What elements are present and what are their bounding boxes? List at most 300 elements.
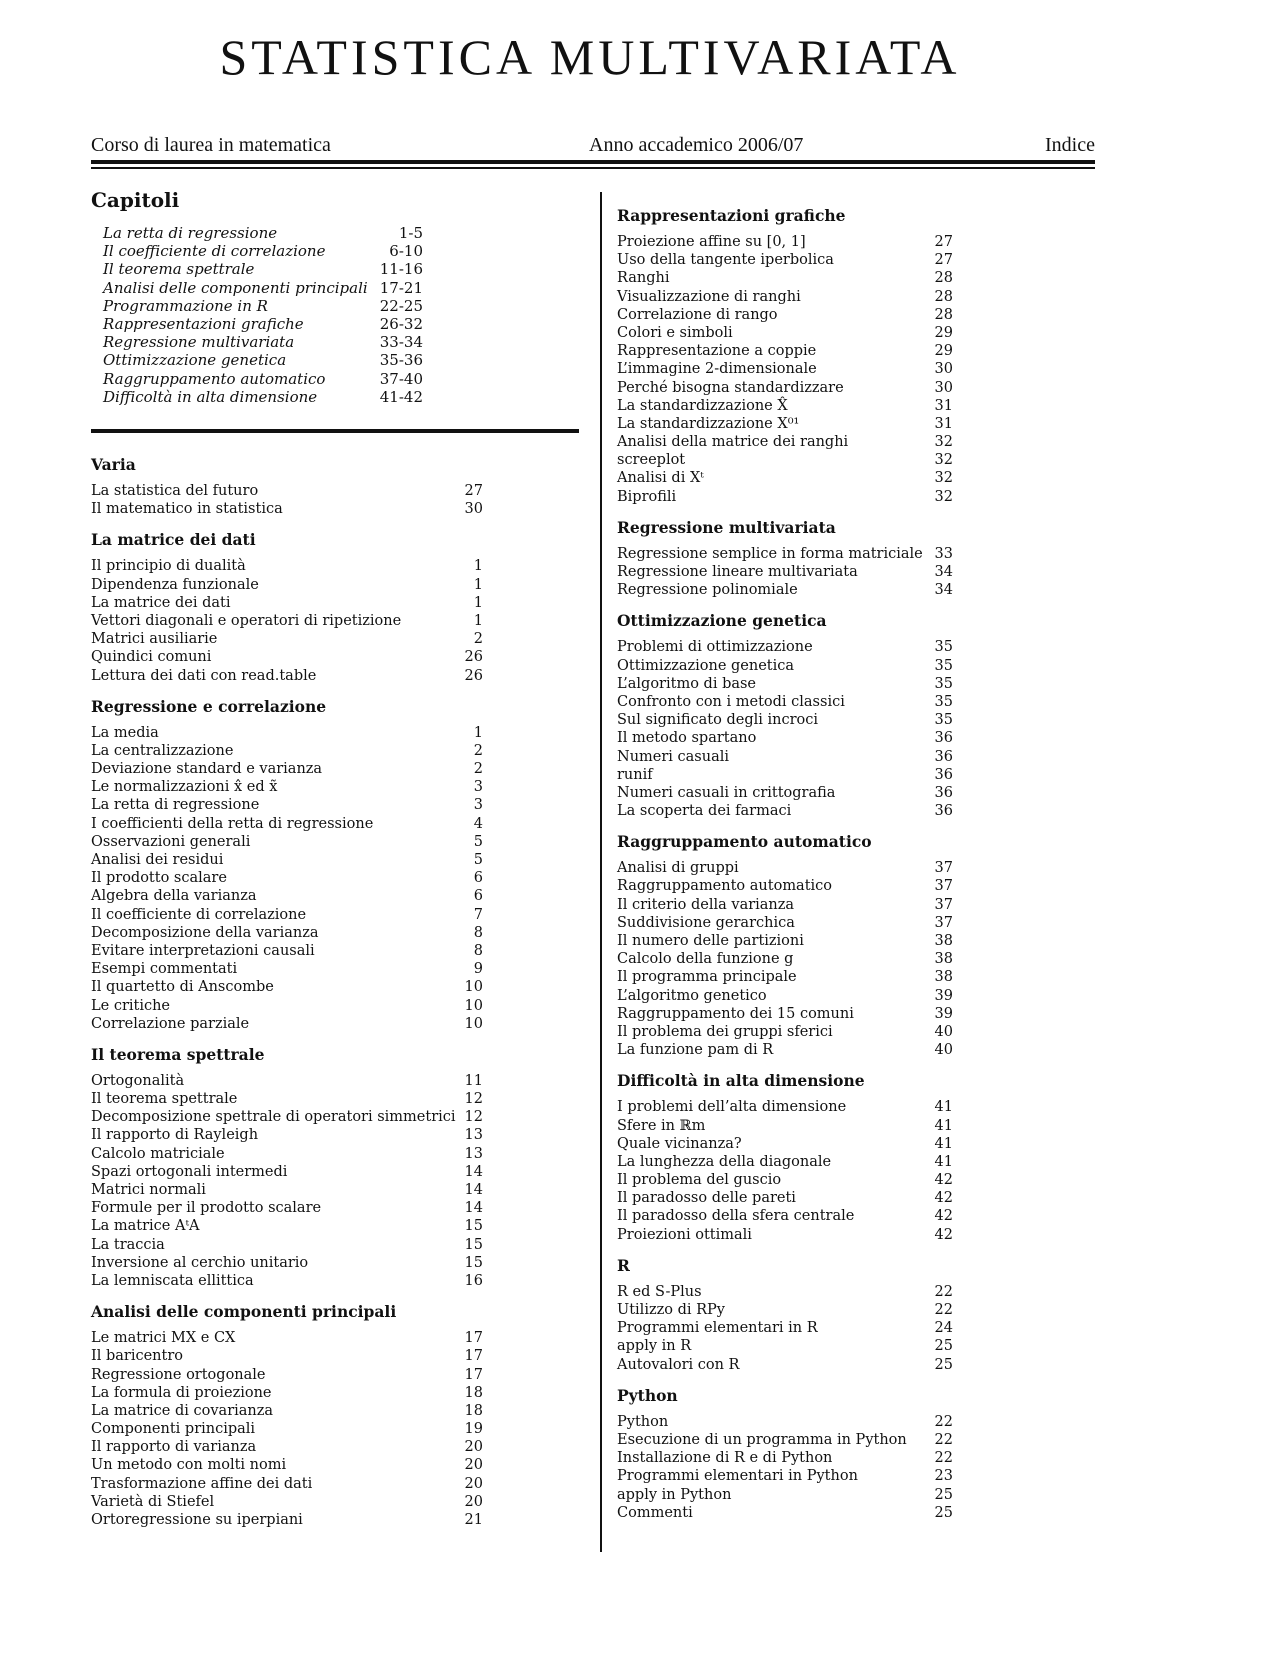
index-entry[interactable] xyxy=(617,433,953,451)
index-entry[interactable] xyxy=(617,342,953,360)
entry-title: L’immagine 2-dimensionale xyxy=(617,361,817,378)
entry-page: 4 xyxy=(473,815,483,832)
entry-page: 22 xyxy=(934,1450,953,1467)
entry-page: 17 xyxy=(464,1366,483,1383)
entry-title: L’algoritmo genetico xyxy=(617,987,767,1004)
entry-page: 22 xyxy=(934,1283,953,1300)
entry-title: R ed S-Plus xyxy=(617,1283,702,1300)
entry-page: 35 xyxy=(934,712,953,729)
entry-title: La retta di regressione xyxy=(91,797,260,814)
entry-page: 12 xyxy=(464,1091,483,1108)
entry-page: 28 xyxy=(934,306,953,323)
entry-title: Biprofili xyxy=(617,488,677,505)
index-entry[interactable] xyxy=(617,1413,953,1431)
index-entry[interactable] xyxy=(617,693,953,711)
entry-page: 32 xyxy=(934,452,953,469)
entry-title: apply in R xyxy=(617,1338,692,1355)
entry-title: Proiezione affine su [0, 1] xyxy=(617,234,806,250)
entry-title: Deviazione standard e varianza xyxy=(91,761,323,778)
index-entry[interactable] xyxy=(91,1236,483,1254)
entry-title: L’algoritmo di base xyxy=(617,675,757,692)
index-entry[interactable] xyxy=(617,968,953,986)
index-entry[interactable] xyxy=(91,796,483,814)
index-entry[interactable] xyxy=(91,978,483,996)
entry-page: 30 xyxy=(934,361,953,378)
index-entry[interactable] xyxy=(617,1467,953,1485)
index-entry[interactable] xyxy=(617,914,953,932)
entry-title: Il paradosso delle pareti xyxy=(617,1190,796,1207)
index-entry[interactable] xyxy=(617,1171,953,1189)
entry-page: 37 xyxy=(934,878,953,895)
index-entry[interactable] xyxy=(91,667,483,685)
index-entry[interactable] xyxy=(91,500,483,518)
index-entry[interactable] xyxy=(91,576,483,594)
entry-title: Il matematico in statistica xyxy=(91,501,283,518)
entry-title: I coefficienti della retta di regressione xyxy=(91,815,374,832)
entry-page: 7 xyxy=(473,906,483,923)
index-entry[interactable] xyxy=(617,932,953,950)
index-entry[interactable] xyxy=(617,729,953,747)
entry-page: 28 xyxy=(934,270,953,287)
entry-title: Il teorema spettrale xyxy=(91,1091,238,1108)
entry-page: 35-36 xyxy=(379,351,423,370)
entry-title: Il metodo spartano xyxy=(617,730,757,747)
entry-title: Ortoregressione su iperpiani xyxy=(91,1512,303,1528)
entry-page: 31 xyxy=(934,415,953,432)
entry-title: Il prodotto scalare xyxy=(91,870,227,887)
index-entry[interactable] xyxy=(617,1486,953,1504)
section-title: Rappresentazioni grafiche xyxy=(617,206,846,225)
index-entry[interactable] xyxy=(617,1117,953,1135)
index-entry[interactable] xyxy=(91,1347,483,1365)
index-entry[interactable] xyxy=(617,1226,953,1244)
index-entry[interactable] xyxy=(617,1504,953,1522)
index-entry[interactable] xyxy=(617,859,953,877)
entry-page: 32 xyxy=(934,470,953,487)
index-entry[interactable] xyxy=(91,1384,483,1402)
index-entry[interactable] xyxy=(617,269,953,287)
entry-title: Ranghi xyxy=(617,270,670,287)
index-entry[interactable] xyxy=(617,1449,953,1467)
entry-page: 24 xyxy=(934,1320,953,1337)
entry-title: Trasformazione affine dei dati xyxy=(91,1475,313,1492)
entry-title: Ottimizzazione genetica xyxy=(103,351,287,370)
entry-title: Regressione ortogonale xyxy=(91,1366,266,1383)
entry-page: 20 xyxy=(464,1493,483,1510)
entry-title: Visualizzazione di ranghi xyxy=(617,288,801,305)
entry-title: Decomposizione della varianza xyxy=(91,924,319,941)
entry-title: Il principio di dualità xyxy=(91,558,246,575)
index-entry[interactable] xyxy=(91,1493,483,1511)
index-entry[interactable] xyxy=(617,233,953,251)
entry-title: Numeri casuali xyxy=(617,748,729,765)
entry-page: 1 xyxy=(473,724,483,741)
section-title: Il teorema spettrale xyxy=(91,1044,265,1064)
index-entry[interactable] xyxy=(91,1438,483,1456)
index-entry[interactable] xyxy=(91,1420,483,1438)
index-entry[interactable] xyxy=(617,1207,953,1225)
entry-title: La media xyxy=(91,724,159,741)
index-entry[interactable] xyxy=(617,324,953,342)
index-entry[interactable] xyxy=(617,1023,953,1041)
index-entry[interactable] xyxy=(91,630,483,648)
index-section xyxy=(91,697,483,1033)
index-entry[interactable] xyxy=(617,766,953,784)
entry-title: Le matrici MX e CX xyxy=(91,1330,236,1347)
index-entry[interactable] xyxy=(617,657,953,675)
entry-title: Problemi di ottimizzazione xyxy=(617,639,813,656)
entry-title: Uso della tangente iperbolica xyxy=(617,252,834,269)
entry-page: 15 xyxy=(464,1236,483,1253)
index-entry[interactable] xyxy=(91,942,483,960)
entry-page: 2 xyxy=(473,742,483,759)
index-entry[interactable] xyxy=(617,1337,953,1355)
entry-page: 22 xyxy=(934,1431,953,1448)
entry-title: Programmazione in R xyxy=(103,296,268,315)
entry-title: Correlazione di rango xyxy=(617,306,778,323)
index-entry[interactable] xyxy=(91,1456,483,1474)
index-entry[interactable] xyxy=(617,748,953,766)
entry-title: Il numero delle partizioni xyxy=(617,933,804,949)
chapter-entry[interactable] xyxy=(103,370,423,388)
index-entry[interactable] xyxy=(91,924,483,942)
entry-title: Proiezioni ottimali xyxy=(617,1226,752,1243)
entry-title: Dipendenza funzionale xyxy=(91,576,259,593)
entry-title: La standardizzazione X⁰¹ xyxy=(617,415,800,432)
entry-page: 38 xyxy=(934,933,953,949)
entry-title: Spazi ortogonali intermedi xyxy=(91,1163,288,1180)
entry-title: La lemniscata ellittica xyxy=(91,1272,254,1289)
entry-title: Vettori diagonali e operatori di ripetizione xyxy=(91,612,402,629)
entry-page: 15 xyxy=(464,1254,483,1271)
index-entry[interactable] xyxy=(617,251,953,269)
entry-title: Regressione semplice in forma matriciale xyxy=(617,545,923,562)
entry-page: 13 xyxy=(464,1145,483,1162)
entry-page: 1 xyxy=(473,594,483,611)
index-entry[interactable] xyxy=(91,1072,483,1090)
chapter-entry[interactable] xyxy=(103,224,423,242)
entry-page: 20 xyxy=(464,1457,483,1474)
entry-page: 41 xyxy=(934,1135,953,1152)
index-entry[interactable] xyxy=(91,1126,483,1144)
entry-title: La statistica del futuro xyxy=(91,483,259,499)
entry-page: 17 xyxy=(464,1330,483,1347)
entry-page: 1 xyxy=(473,612,483,629)
entry-page: 25 xyxy=(934,1338,953,1355)
entry-page: 32 xyxy=(934,434,953,451)
entry-page: 3 xyxy=(473,779,483,796)
entry-page: 30 xyxy=(464,501,483,518)
index-entry[interactable] xyxy=(617,987,953,1005)
entry-page: 20 xyxy=(464,1439,483,1456)
entry-page: 6-10 xyxy=(389,242,423,261)
entry-title: Suddivisione gerarchica xyxy=(617,914,795,931)
entry-title: Esempi commentati xyxy=(91,961,238,978)
entry-title: Il problema del guscio xyxy=(617,1172,782,1189)
entry-page: 35 xyxy=(934,675,953,692)
entry-title: Correlazione parziale xyxy=(91,1015,250,1032)
index-entry[interactable] xyxy=(617,581,953,599)
index-entry[interactable] xyxy=(91,612,483,630)
index-entry[interactable] xyxy=(91,887,483,905)
index-entry[interactable] xyxy=(617,802,953,820)
entry-page: 10 xyxy=(464,979,483,996)
entry-title: Rappresentazione a coppie xyxy=(617,343,817,360)
entry-title: Il programma principale xyxy=(617,969,797,986)
chapter-entry[interactable] xyxy=(103,260,423,278)
entry-page: 22-25 xyxy=(379,296,423,315)
entry-page: 8 xyxy=(473,924,483,941)
chapter-entry[interactable] xyxy=(103,388,423,406)
entry-title: Difficoltà in alta dimensione xyxy=(103,387,318,406)
index-entry[interactable] xyxy=(617,877,953,895)
entry-title: Programmi elementari in R xyxy=(617,1320,818,1337)
entry-page: 36 xyxy=(934,766,953,783)
index-entry[interactable] xyxy=(617,896,953,914)
entry-title: Ottimizzazione genetica xyxy=(617,657,795,674)
index-entry[interactable] xyxy=(617,1098,953,1116)
entry-page: 18 xyxy=(464,1384,483,1401)
index-entry[interactable] xyxy=(617,488,953,506)
index-entry[interactable] xyxy=(91,482,483,500)
chapter-entry[interactable] xyxy=(103,333,423,351)
index-entry[interactable] xyxy=(617,1005,953,1023)
index-entry[interactable] xyxy=(91,1090,483,1108)
index-entry[interactable] xyxy=(91,1181,483,1199)
entry-title: Il coefficiente di correlazione xyxy=(103,242,326,261)
entry-page: 27 xyxy=(934,234,953,250)
section-title: Raggruppamento automatico xyxy=(617,832,872,852)
page-title: STATISTICA MULTIVARIATA xyxy=(219,29,961,85)
right-index-column xyxy=(617,206,953,1534)
section-title: Python xyxy=(617,1385,678,1405)
index-entry[interactable] xyxy=(617,1301,953,1319)
index-entry[interactable] xyxy=(91,1199,483,1217)
index-entry[interactable] xyxy=(617,711,953,729)
index-entry[interactable] xyxy=(617,1431,953,1449)
entry-page: 42 xyxy=(934,1208,953,1225)
entry-title: La matrice dei dati xyxy=(91,594,231,611)
entry-page: 25 xyxy=(934,1486,953,1503)
entry-title: Regressione polinomiale xyxy=(617,582,798,599)
entry-page: 16 xyxy=(464,1272,483,1289)
entry-page: 36 xyxy=(934,748,953,765)
entry-page: 1-5 xyxy=(398,224,423,242)
index-entry[interactable] xyxy=(91,906,483,924)
index-entry[interactable] xyxy=(91,760,483,778)
entry-title: Colori e simboli xyxy=(617,324,733,341)
index-entry[interactable] xyxy=(617,360,953,378)
section-title: Difficoltà in alta dimensione xyxy=(617,1071,865,1091)
index-entry[interactable] xyxy=(617,1319,953,1337)
index-entry[interactable] xyxy=(617,1135,953,1153)
entry-page: 14 xyxy=(464,1182,483,1198)
entry-page: 26-32 xyxy=(379,314,423,333)
index-entry[interactable] xyxy=(91,851,483,869)
index-entry[interactable] xyxy=(617,288,953,306)
index-entry[interactable] xyxy=(91,557,483,575)
entry-page: 14 xyxy=(464,1200,483,1217)
index-entry[interactable] xyxy=(91,1145,483,1163)
entry-title: Sul significato degli incroci xyxy=(617,712,819,729)
chapter-entry[interactable] xyxy=(103,279,423,297)
index-entry[interactable] xyxy=(91,1329,483,1347)
entry-title: Analisi di gruppi xyxy=(617,860,739,877)
entry-page: 21 xyxy=(464,1512,483,1528)
entry-title: Matrici ausiliarie xyxy=(91,631,218,648)
entry-title: Lettura dei dati con read.table xyxy=(91,667,317,684)
section-title: Regressione multivariata xyxy=(617,517,836,537)
entry-page: 19 xyxy=(464,1421,483,1438)
entry-title: Il problema dei gruppi sferici xyxy=(617,1023,833,1040)
entry-title: Il teorema spettrale xyxy=(103,260,255,279)
index-entry[interactable] xyxy=(617,469,953,487)
index-entry[interactable] xyxy=(617,1153,953,1171)
index-entry[interactable] xyxy=(617,675,953,693)
index-entry[interactable] xyxy=(91,1511,483,1529)
index-section xyxy=(91,455,483,518)
entry-page: 36 xyxy=(934,803,953,820)
index-entry[interactable] xyxy=(91,1272,483,1290)
index-entry[interactable] xyxy=(617,379,953,397)
entry-page: 40 xyxy=(934,1023,953,1040)
entry-title: Evitare interpretazioni causali xyxy=(91,942,315,959)
index-entry[interactable] xyxy=(91,1108,483,1126)
entry-page: 36 xyxy=(934,730,953,747)
index-entry[interactable] xyxy=(617,950,953,968)
entry-title: Raggruppamento automatico xyxy=(617,878,833,895)
index-entry[interactable] xyxy=(91,778,483,796)
entry-title: Il coefficiente di correlazione xyxy=(91,906,307,923)
entry-page: 22 xyxy=(934,1413,953,1430)
index-entry[interactable] xyxy=(617,638,953,656)
entry-page: 12 xyxy=(464,1109,483,1126)
entry-page: 35 xyxy=(934,657,953,674)
index-entry[interactable] xyxy=(617,415,953,433)
entry-title: Formule per il prodotto scalare xyxy=(91,1200,322,1217)
index-entry[interactable] xyxy=(91,997,483,1015)
entry-page: 39 xyxy=(934,987,953,1004)
header-rule-thin xyxy=(91,167,1095,169)
index-entry[interactable] xyxy=(617,563,953,581)
entry-page: 20 xyxy=(464,1475,483,1492)
section-title: La matrice dei dati xyxy=(91,530,256,550)
entry-title: La lunghezza della diagonale xyxy=(617,1153,832,1170)
chapters-divider xyxy=(91,429,579,433)
entry-title: Regressione multivariata xyxy=(103,333,295,352)
index-entry[interactable] xyxy=(617,1189,953,1207)
entry-page: 41-42 xyxy=(379,387,423,406)
index-section xyxy=(617,1071,953,1244)
entry-page: 37 xyxy=(934,860,953,877)
index-entry[interactable] xyxy=(617,545,953,563)
index-entry[interactable] xyxy=(91,594,483,612)
entry-page: 25 xyxy=(934,1356,953,1373)
entry-page: 42 xyxy=(934,1190,953,1207)
index-entry[interactable] xyxy=(617,1041,953,1059)
header-year: Anno accademico 2006/07 xyxy=(589,134,804,156)
entry-page: 2 xyxy=(473,761,483,778)
index-section xyxy=(91,1045,483,1290)
index-entry[interactable] xyxy=(617,1283,953,1301)
index-entry[interactable] xyxy=(617,451,953,469)
entry-page: 8 xyxy=(473,942,483,959)
entry-page: 13 xyxy=(464,1127,483,1144)
index-entry[interactable] xyxy=(91,815,483,833)
index-entry[interactable] xyxy=(91,960,483,978)
index-entry[interactable] xyxy=(91,1254,483,1272)
index-entry[interactable] xyxy=(91,1402,483,1420)
entry-page: 18 xyxy=(464,1402,483,1419)
chapter-entry[interactable] xyxy=(103,242,423,260)
entry-page: 37 xyxy=(934,896,953,913)
entry-page: 41 xyxy=(934,1153,953,1170)
entry-page: 27 xyxy=(934,252,953,269)
entry-title: Installazione di R e di Python xyxy=(617,1450,833,1467)
chapters-heading: Capitoli xyxy=(91,188,180,212)
entry-page: 34 xyxy=(934,564,953,580)
chapter-entry[interactable] xyxy=(103,297,423,315)
entry-title: Raggruppamento automatico xyxy=(103,369,326,388)
entry-page: 1 xyxy=(473,576,483,593)
chapter-entry[interactable] xyxy=(103,315,423,333)
entry-page: 25 xyxy=(934,1504,953,1521)
index-section xyxy=(617,611,953,820)
index-entry[interactable] xyxy=(617,306,953,324)
index-entry[interactable] xyxy=(91,648,483,666)
index-entry[interactable] xyxy=(91,833,483,851)
index-entry[interactable] xyxy=(91,724,483,742)
entry-title: Regressione lineare multivariata xyxy=(617,564,858,580)
section-title: Regressione e correlazione xyxy=(91,696,327,716)
entry-title: Calcolo matriciale xyxy=(91,1145,225,1162)
entry-title: Raggruppamento dei 15 comuni xyxy=(617,1005,854,1022)
index-entry[interactable] xyxy=(617,397,953,415)
entry-title: Varietà di Stiefel xyxy=(91,1493,215,1510)
entry-title: Commenti xyxy=(617,1504,693,1521)
entry-title: Il baricentro xyxy=(91,1348,183,1365)
index-entry[interactable] xyxy=(91,1163,483,1181)
entry-title: Analisi di Xᵗ xyxy=(617,470,704,487)
index-entry[interactable] xyxy=(91,1366,483,1384)
index-section xyxy=(91,530,483,684)
entry-title: Matrici normali xyxy=(91,1182,206,1198)
entry-page: 3 xyxy=(473,797,483,814)
entry-page: 35 xyxy=(934,639,953,656)
entry-title: Sfere in ℝm xyxy=(617,1117,706,1134)
entry-page: 17-21 xyxy=(379,278,423,297)
chapter-entry[interactable] xyxy=(103,351,423,369)
running-header xyxy=(91,134,1095,158)
index-entry[interactable] xyxy=(617,784,953,802)
entry-page: 6 xyxy=(473,870,483,887)
entry-title: runif xyxy=(617,766,653,783)
entry-title: La matrice di covarianza xyxy=(91,1402,274,1419)
index-section xyxy=(617,1386,953,1522)
entry-page: 5 xyxy=(473,852,483,868)
entry-title: Algebra della varianza xyxy=(91,888,257,905)
entry-title: Le normalizzazioni x̂ ed x̃ xyxy=(91,779,278,796)
index-entry[interactable] xyxy=(91,1015,483,1033)
entry-page: 29 xyxy=(934,324,953,341)
index-entry[interactable] xyxy=(91,1217,483,1235)
entry-page: 9 xyxy=(473,961,483,978)
index-entry[interactable] xyxy=(617,1356,953,1374)
index-entry[interactable] xyxy=(91,742,483,760)
index-entry[interactable] xyxy=(91,869,483,887)
index-entry[interactable] xyxy=(91,1475,483,1493)
entry-title: Esecuzione di un programma in Python xyxy=(617,1431,907,1448)
